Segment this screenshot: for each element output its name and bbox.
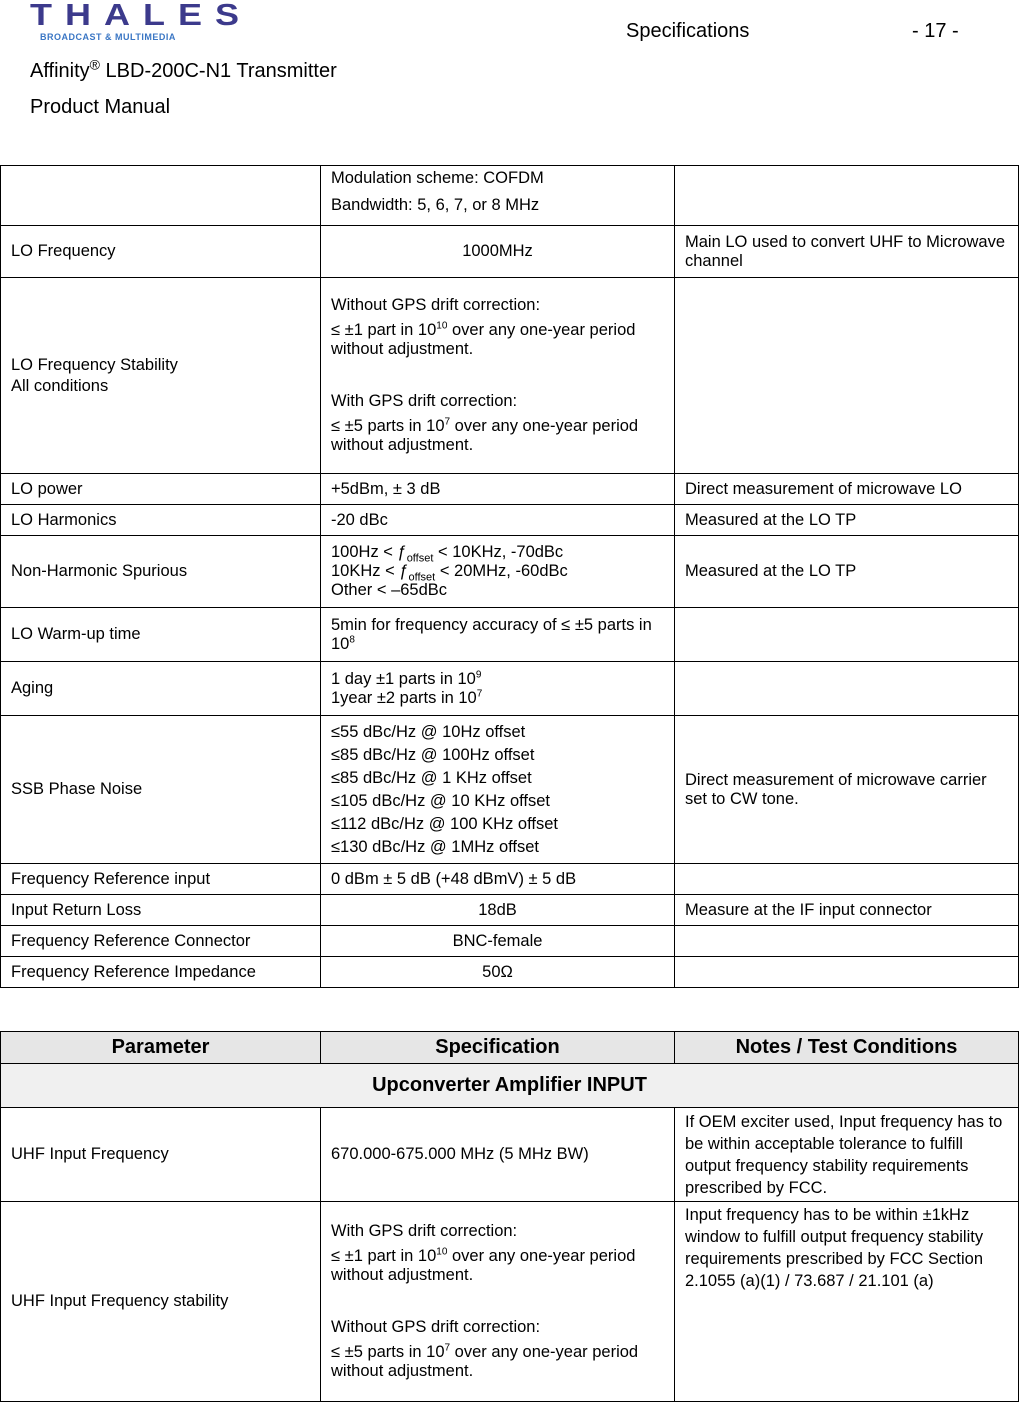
notes-cell: Measure at the IF input connector <box>675 895 1019 926</box>
lo-spec-table <box>0 165 1019 988</box>
param-cell: LO Harmonics <box>1 505 321 536</box>
param-cell: UHF Input Frequency <box>1 1108 321 1202</box>
notes-cell <box>675 166 1019 226</box>
table-row <box>1 1202 1019 1402</box>
spec-cell: -20 dBc <box>321 505 675 536</box>
page-number: - 17 - <box>912 20 959 42</box>
param-cell: LO Frequency Stability All conditions <box>1 278 321 474</box>
spec-cell: 0 dBm ± 5 dB (+48 dBmV) ± 5 dB <box>321 864 675 895</box>
table-row <box>1 505 1019 536</box>
table-row <box>1 278 1019 474</box>
notes-cell <box>675 957 1019 988</box>
notes-cell: Main LO used to convert UHF to Microwave channel <box>675 226 1019 278</box>
param-cell: Non-Harmonic Spurious <box>1 536 321 608</box>
section-row <box>1 1064 1019 1108</box>
notes-cell: If OEM exciter used, Input frequency has to be within acceptable tolerance to fulfill output frequency stability requirements prescribed by FCC. <box>675 1108 1019 1202</box>
notes-cell: Direct measurement of microwave carrier set to CW tone. <box>675 716 1019 864</box>
table-row <box>1 864 1019 895</box>
table-header-row <box>1 1032 1019 1064</box>
table-row <box>1 957 1019 988</box>
spec-cell: With GPS drift correction: ≤ ±1 part in $10^{10}$ over any one-year period without adjustment. Without GPS drift correction: ≤ ±5 parts in $10^7$ over any one-year period without adjustment. <box>321 1202 675 1402</box>
spec-cell: 50Ω <box>321 957 675 988</box>
table-row <box>1 226 1019 278</box>
param-cell: LO power <box>1 474 321 505</box>
spec-cell: ≤55 dBc/Hz @ 10Hz offset ≤85 dBc/Hz @ 100Hz offset ≤85 dBc/Hz @ 1 KHz offset ≤105 dBc/Hz @ 10 KHz offset ≤112 dBc/Hz @ 100 KHz offset ≤130 dBc/Hz @ 1MHz offset <box>321 716 675 864</box>
table-row <box>1 608 1019 662</box>
notes-cell: Measured at the LO TP <box>675 505 1019 536</box>
table-row <box>1 716 1019 864</box>
notes-cell <box>675 278 1019 474</box>
spec-cell: Modulation scheme: COFDM Bandwidth: 5, 6, 7, or 8 MHz <box>321 166 675 226</box>
param-cell: Frequency Reference input <box>1 864 321 895</box>
table-row <box>1 926 1019 957</box>
param-cell: LO Frequency <box>1 226 321 278</box>
product-name: Affinity® LBD-200C-N1 Transmitter <box>30 56 337 82</box>
thales-logo <box>30 2 256 42</box>
spec-cell: 18dB <box>321 895 675 926</box>
spec-cell: 1 day ±1 parts in $10^9$ 1year ±2 parts in $10^7$ <box>321 662 675 716</box>
spec-cell: 1000MHz <box>321 226 675 278</box>
table-row <box>1 895 1019 926</box>
column-header-specification: Specification <box>321 1032 675 1064</box>
spec-cell: 670.000-675.000 MHz (5 MHz BW) <box>321 1108 675 1202</box>
notes-cell: Direct measurement of microwave LO <box>675 474 1019 505</box>
notes-cell <box>675 608 1019 662</box>
spec-cell: 5min for frequency accuracy of ≤ ±5 parts in $10^8$ <box>321 608 675 662</box>
notes-cell <box>675 864 1019 895</box>
table-row <box>1 536 1019 608</box>
spec-cell: +5dBm, ± 3 dB <box>321 474 675 505</box>
section-title: Specifications <box>626 20 750 42</box>
table-row <box>1 662 1019 716</box>
param-cell: Frequency Reference Connector <box>1 926 321 957</box>
param-cell: UHF Input Frequency stability <box>1 1202 321 1402</box>
manual-title: Product Manual <box>30 96 171 118</box>
param-cell: Input Return Loss <box>1 895 321 926</box>
notes-cell <box>675 662 1019 716</box>
param-cell <box>1 166 321 226</box>
spec-cell: $100Hz < ƒ_{offset} < 10KHz$, -70dBc $10KHz < ƒ_{offset} < 20MHz$, -60dBc Other < –65dBc <box>321 536 675 608</box>
param-cell: Aging <box>1 662 321 716</box>
notes-cell: Measured at the LO TP <box>675 536 1019 608</box>
column-header-parameter: Parameter <box>1 1032 321 1064</box>
notes-cell <box>675 926 1019 957</box>
logo-wordmark: THALES <box>30 0 252 32</box>
param-cell: LO Warm-up time <box>1 608 321 662</box>
param-cell: Frequency Reference Impedance <box>1 957 321 988</box>
table-row <box>1 474 1019 505</box>
table-row <box>1 166 1019 226</box>
table-row <box>1 1108 1019 1202</box>
section-title-cell: Upconverter Amplifier INPUT <box>1 1064 1019 1108</box>
upconverter-spec-table <box>0 1031 1019 1402</box>
column-header-notes: Notes / Test Conditions <box>675 1032 1019 1064</box>
logo-tagline: BROADCAST & MULTIMEDIA <box>40 32 176 42</box>
spec-cell: Without GPS drift correction: ≤ ±1 part in $10^{10}$ over any one-year period without adjustment. With GPS drift correction: ≤ ±5 parts in $10^7$ over any one-year period without adjustment. <box>321 278 675 474</box>
spec-cell: BNC-female <box>321 926 675 957</box>
notes-cell: Input frequency has to be within ±1kHz window to fulfill output frequency stability requirements prescribed by FCC Section 2.1055 (a)(1) / 73.687 / 21.101 (a) <box>675 1202 1019 1402</box>
param-cell: SSB Phase Noise <box>1 716 321 864</box>
